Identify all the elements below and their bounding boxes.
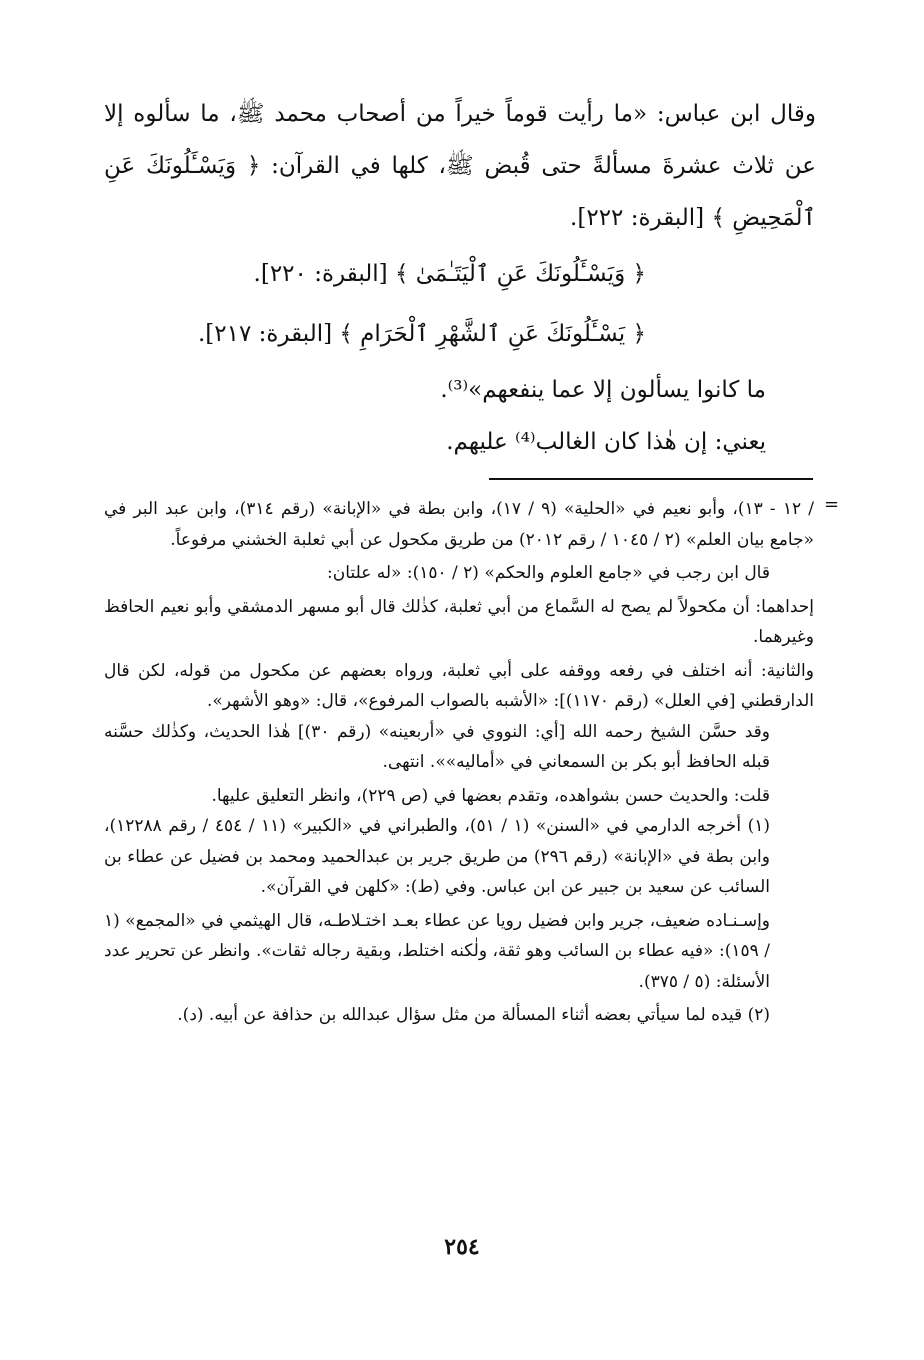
main-line-4: يعني: إن هٰذا كان الغالب⁽⁴⁾ عليهم. <box>446 429 766 455</box>
footnote-continuation: / ١٢ - ١٣)، وأبو نعيم في «الحلية» (٩ / ١٧)، وابن بطة في «الإبانة» (رقم ٣١٤)، وابن عبد البر في «جامع بيان العلم» (٢ / ١٠٤٥ / رقم ٢٠١٢) من طريق مكحول عن أبي ثعلبة الخشني مرفوعاً. <box>104 499 814 550</box>
footnote-nawawi: وقد حسَّن الشيخ رحمه الله [أي: النووي في «أربعينه» (رقم ٣٠)] هٰذا الحديث، وكذٰلك حسَّنه قبله الحافظ أبو بكر بن السمعاني في «أماليه»». انتهى. <box>104 721 770 772</box>
footnote-1: (١) أخرجه الدارمي في «السنن» (١ / ٥١)، والطبراني في «الكبير» (١١ / ٤٥٤ / رقم ١٢٢٨٨)، وابن بطة في «الإبانة» (رقم ٢٩٦) من طريق جرير بن عبدالحميد ومحمد بن فضيل عن عطاء بن السائب عن سعيد بن جبير عن ابن عباس. وفي (ط): «كلهن في القرآن». <box>104 816 771 897</box>
quran-verse-shahr-haram: ﴿ يَسْـَٔلُونَكَ عَنِ ٱلشَّهْرِ ٱلْحَرَامِ ﴾ [البقرة: ٢١٧]. <box>197 321 646 347</box>
continuation-mark: = <box>824 494 840 515</box>
quran-verse-yatama: ﴿ وَيَسْـَٔلُونَكَ عَنِ ٱلْيَتَـٰمَىٰ ﴾ [البقرة: ٢٢٠]. <box>253 261 646 287</box>
main-paragraph: وقال ابن عباس: «ما رأيت قوماً خيراً من أصحاب محمد ﷺ، ما سألوه إلا عن ثلاث عشرةَ مسألةً حتى قُبض ﷺ، كلها في القرآن: ﴿ وَيَسْـَٔلُونَكَ عَنِ ٱلْمَحِيضِ ﴾ [البقرة: ٢٢٢]. <box>104 101 816 231</box>
footnote-1-isnad: وإسـنـاده ضعيف، جرير وابن فضيل رويا عن عطاء بعـد اختـلاطـه، قال الهيثمي في «المجمع» (١ / ١٥٩): «فيه عطاء بن السائب وهو ثقة، ولٰكنه اختلط، وبقية رجاله ثقات». وانظر عن تحرير عدد الأسئلة: (٥ / ٣٧٥). <box>104 910 770 992</box>
footnote-second-illa: والثانية: أنه اختلف في رفعه ووقفه على أبي ثعلبة، ورواه بعضهم عن مكحول من قوله، لكن قال الدارقطني [في العلل» (رقم ١١٧٠)]: «الأشبه بالصواب المرفوع»، قال: «وهو الأشهر». <box>104 660 814 711</box>
main-text <box>104 88 816 468</box>
page-number: ٢٥٤ <box>444 1234 480 1260</box>
footnotes <box>104 494 814 1031</box>
footnote-qult: قلت: والحديث حسن بشواهده، وتقدم بعضها في (ص ٢٢٩)، وانظر التعليق عليها. <box>211 785 770 806</box>
footnote-ibn-rajab: قال ابن رجب في «جامع العلوم والحكم» (٢ / ١٥٠): «له علتان: <box>327 563 770 583</box>
footnote-2: (٢) قيده لما سيأتي بعضه أثناء المسألة من مثل سؤال عبدالله بن حذافة عن أبيه. (د). <box>177 1005 770 1025</box>
footnote-divider <box>489 478 813 480</box>
footnote-first-illa: إحداهما: أن مكحولاً لم يصح له السَّماع من أبي ثعلبة، كذٰلك قال أبو مسهر الدمشقي وأبو نعيم الحافظ وغيرهما. <box>104 596 814 647</box>
main-line-3: ما كانوا يسألون إلا عما ينفعهم»⁽³⁾. <box>440 377 766 403</box>
